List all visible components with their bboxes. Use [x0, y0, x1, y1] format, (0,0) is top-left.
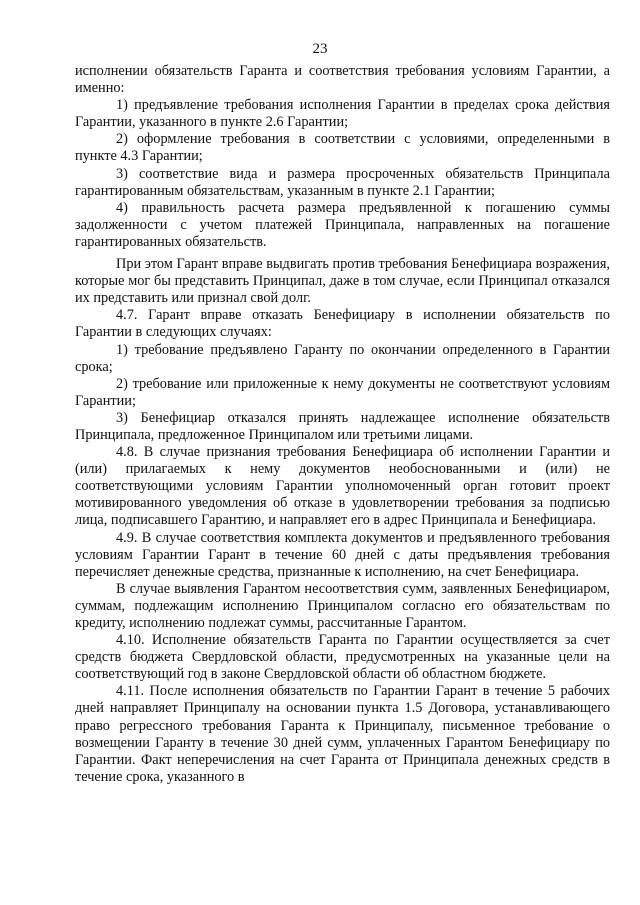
paragraph: В случае выявления Гарантом несоответствия сумм, заявленных Бенефициаром, суммам, подлежащим исполнению Принципалом согласно его обязательствам по кредиту, исполнению подлежат суммы, рассчитанные Гарантом.: [75, 580, 610, 631]
list-item: 2) оформление требования в соответствии с условиями, определенными в пункте 4.3 Гарантии;: [75, 131, 610, 165]
clause-4-10: 4.10. Исполнение обязательств Гаранта по Гарантии осуществляется за счет средств бюджета Свердловской области, предусмотренных на указанные цели на соответствующий год в законе Свердловской области об областном бюджете.: [75, 632, 610, 683]
clause-4-11: 4.11. После исполнения обязательств по Гарантии Гарант в течение 5 рабочих дней направляет Принципалу на основании пункта 1.5 Договора, устанавливающего право регрессного требования Гаранта к Принципалу, письменное требование о возмещении Гаранту в течение 30 дней сумм, уплаченных Гарантом Бенефициару по Гарантии. Факт неперечисления на счет Гаранта от Принципала денежных средств в течение срока, указанного в: [75, 683, 610, 785]
list-item: 4) правильность расчета размера предъявленной к погашению суммы задолженности с учетом платежей Принципала, направленных на погашение гарантированных обязательств.: [75, 199, 610, 250]
paragraph: При этом Гарант вправе выдвигать против требования Бенефициара возражения, которые мог бы представить Принципал, даже в том случае, если Принципал отказался их представить или признал свой долг.: [75, 256, 610, 307]
page-number: 23: [312, 41, 328, 57]
paragraph: исполнении обязательств Гаранта и соответствия требования условиям Гарантии, а именно:: [75, 63, 610, 97]
clause-4-9: 4.9. В случае соответствия комплекта документов и предъявленного требования условиям Гарантии Гарант в течение 60 дней с даты предъявления требования перечисляет денежные средства, признанные к исполнению, на счет Бенефициара.: [75, 529, 610, 580]
list-item: 3) соответствие вида и размера просроченных обязательств Принципала гарантированным обязательствам, указанным в пункте 2.1 Гарантии;: [75, 165, 610, 199]
list-item: 3) Бенефициар отказался принять надлежащее исполнение обязательств Принципала, предложенное Принципалом или третьими лицами.: [75, 409, 610, 443]
document-body: [75, 63, 610, 786]
list-item: 1) предъявление требования исполнения Гарантии в пределах срока действия Гарантии, указанного в пункте 2.6 Гарантии;: [75, 97, 610, 131]
clause-4-7: 4.7. Гарант вправе отказать Бенефициару в исполнении обязательств по Гарантии в следующих случаях:: [75, 307, 610, 341]
clause-4-8: 4.8. В случае признания требования Бенефициара об исполнении Гарантии и (или) прилагаемых к нему документов необоснованными и (или) не соответствующими условиям Гарантии уполномоченный орган готовит проект мотивированного уведомления об отказе в удовлетворении требования за подписью лица, подписавшего Гарантию, и направляет его в адрес Принципала и Бенефициара.: [75, 444, 610, 529]
list-item: 1) требование предъявлено Гаранту по окончании определенного в Гарантии срока;: [75, 341, 610, 375]
list-item: 2) требование или приложенные к нему документы не соответствуют условиям Гарантии;: [75, 375, 610, 409]
